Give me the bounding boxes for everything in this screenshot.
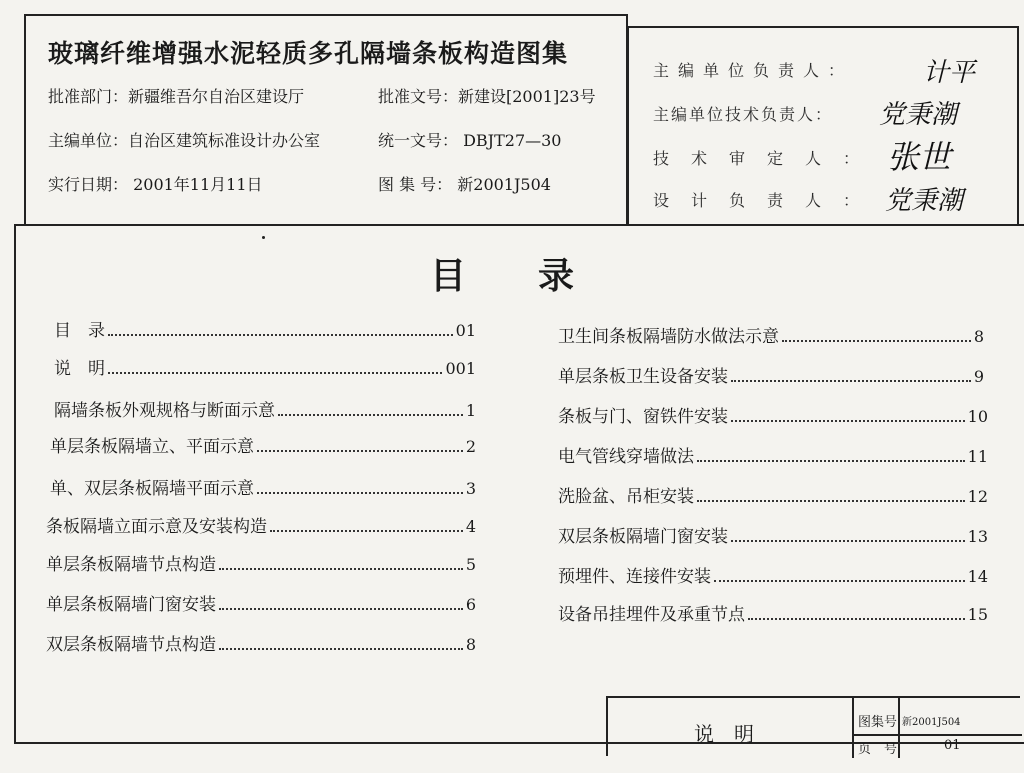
toc-entry-label: 条板隔墙立面示意及安装构造	[46, 517, 267, 537]
atlas-title: 玻璃纤维增强水泥轻质多孔隔墙条板构造图集	[48, 39, 569, 68]
leader-dots	[108, 334, 453, 336]
leader-dots	[219, 568, 463, 570]
toc-entry[interactable]	[54, 316, 476, 341]
toc-entry-label: 设备吊挂埋件及承重节点	[558, 605, 745, 625]
toc-heading: 目 录	[430, 255, 575, 297]
toc-entry-page: 01	[455, 321, 476, 340]
toc-entry-page: 9	[973, 367, 984, 386]
toc-entry[interactable]	[50, 474, 476, 499]
responsible-role: 主编单位负责人：	[653, 61, 854, 80]
toc-entry-label: 卫生间条板隔墙防水做法示意	[558, 327, 779, 347]
toc-entry[interactable]	[558, 362, 984, 387]
editor-unit: 主编单位：自治区建筑标准设计办公室	[48, 131, 321, 150]
signature: 党秉潮	[885, 186, 964, 216]
toc-entry[interactable]	[46, 550, 476, 575]
toc-entry-page: 1	[465, 401, 476, 420]
responsibles-block	[627, 26, 1019, 226]
contents-panel	[14, 224, 1024, 744]
toc-entry-label: 单层条板隔墙立、平面示意	[50, 437, 254, 457]
toc-entry[interactable]	[558, 442, 988, 467]
leader-dots	[782, 340, 971, 342]
signature: 党秉潮	[879, 100, 958, 130]
toc-entry-page: 4	[465, 517, 476, 536]
toc-entry-page: 8	[973, 327, 984, 346]
toc-entry-label: 洗脸盆、吊柜安装	[558, 487, 694, 507]
toc-entry-page: 14	[967, 567, 988, 586]
toc-entry-page: 11	[967, 447, 988, 466]
toc-entry[interactable]	[558, 522, 988, 547]
toc-entry[interactable]	[558, 402, 988, 427]
leader-dots	[714, 580, 965, 582]
toc-entry-label: 单、双层条板隔墙平面示意	[50, 479, 254, 499]
toc-entry[interactable]	[558, 482, 988, 507]
signature: 张世	[887, 138, 952, 176]
toc-entry-page: 2	[465, 437, 476, 456]
responsible-role: 技术审定人：	[653, 149, 882, 168]
leader-dots	[219, 648, 463, 650]
atlas-no: 图 集 号： 新2001J504	[378, 175, 551, 194]
toc-entry-label: 说 明	[54, 359, 105, 379]
leader-dots	[257, 450, 463, 452]
toc-entry-label: 条板与门、窗铁件安装	[558, 407, 728, 427]
header-info-block	[24, 14, 628, 226]
toc-entry-page: 5	[465, 555, 476, 574]
toc-entry[interactable]	[50, 432, 476, 457]
approval-doc: 批准文号：新建设[2001]23号	[378, 87, 596, 106]
toc-entry-label: 电气管线穿墙做法	[558, 447, 694, 467]
toc-entry-label: 隔墙条板外观规格与断面示意	[54, 401, 275, 421]
page-value: 01	[944, 738, 961, 753]
leader-dots	[731, 540, 965, 542]
title-block	[606, 696, 1020, 756]
divider	[898, 698, 900, 758]
toc-entry-page: 13	[967, 527, 988, 546]
page-label: 页 号	[858, 742, 898, 757]
atlas-value: 新2001J504	[902, 717, 961, 728]
toc-entry-page: 10	[967, 407, 988, 426]
signature: 计平	[923, 58, 976, 88]
toc-entry-label: 单层条板卫生设备安装	[558, 367, 728, 387]
toc-entry-label: 单层条板隔墙节点构造	[46, 555, 216, 575]
leader-dots	[278, 414, 463, 416]
toc-entry[interactable]	[558, 322, 984, 347]
unified-no: 统一文号： DBJT27—30	[378, 131, 562, 150]
toc-entry-label: 双层条板隔墙门窗安装	[558, 527, 728, 547]
toc-entry-label: 双层条板隔墙节点构造	[46, 635, 216, 655]
sheet-title: 说 明	[694, 722, 754, 746]
divider	[852, 734, 1022, 736]
impl-date: 实行日期： 2001年11月11日	[48, 175, 263, 194]
toc-entry[interactable]	[558, 562, 988, 587]
toc-entry-label: 单层条板隔墙门窗安装	[46, 595, 216, 615]
toc-entry-label: 预埋件、连接件安装	[558, 567, 711, 587]
leader-dots	[257, 492, 463, 494]
atlas-label: 图集号	[858, 715, 898, 730]
leader-dots	[697, 460, 965, 462]
leader-dots	[219, 608, 463, 610]
toc-entry[interactable]	[54, 354, 476, 379]
responsible-role: 设计负责人：	[653, 191, 882, 210]
toc-entry[interactable]	[46, 630, 476, 655]
toc-entry-page: 001	[445, 359, 476, 378]
toc-entry-page: 8	[465, 635, 476, 654]
leader-dots	[731, 380, 971, 382]
toc-entry-page: 3	[465, 479, 476, 498]
toc-entry-page: 12	[967, 487, 988, 506]
toc-entry[interactable]	[46, 590, 476, 615]
toc-entry-label: 目 录	[54, 321, 105, 341]
leader-dots	[748, 618, 965, 620]
responsible-role: 主编单位技术负责人：	[653, 105, 834, 124]
toc-entry-page: 15	[967, 605, 988, 624]
divider	[852, 698, 854, 758]
leader-dots	[270, 530, 463, 532]
stray-mark	[262, 236, 265, 239]
toc-entry-page: 6	[465, 595, 476, 614]
leader-dots	[731, 420, 965, 422]
approval-dept: 批准部门：新疆维吾尔自治区建设厅	[48, 87, 305, 106]
toc-entry[interactable]	[54, 396, 476, 421]
leader-dots	[108, 372, 442, 374]
toc-entry[interactable]	[46, 512, 476, 537]
leader-dots	[697, 500, 965, 502]
toc-entry[interactable]	[558, 600, 988, 625]
